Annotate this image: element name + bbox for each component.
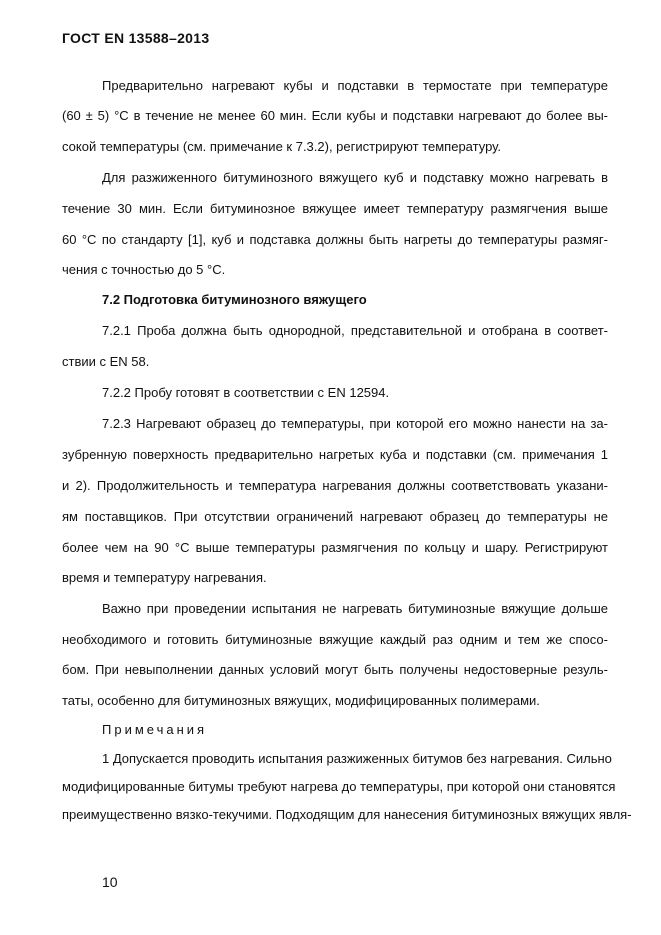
note-line: 1 Допускается проводить испытания разжиженных битумов без нагревания. Сильно [102,751,612,766]
note-line: преимущественно вязко-текучими. Подходящим для нанесения битуминозных вяжущих явля- [62,807,632,822]
note-line: модифицированные битумы требуют нагрева до температуры, при которой они становятся [62,779,616,794]
paragraph-line: сокой температуры (см. примечание к 7.3.2), регистрируют температуру. [62,139,501,154]
document-header: ГОСТ EN 13588–2013 [62,30,210,46]
paragraph-line: и 2). Продолжительность и температура нагревания должны соответствовать указани- [62,478,608,493]
paragraph-line: зубренную поверхность предварительно нагретых куба и подставки (см. примечания 1 [62,447,608,462]
section-heading: 7.2 Подготовка битуминозного вяжущего [102,292,367,307]
notes-heading: Примечания [102,722,208,737]
paragraph-line: Предварительно нагревают кубы и подставки в термостате при температуре [102,78,608,93]
paragraph-line: 7.2.1 Проба должна быть однородной, представительной и отобрана в соответ- [102,323,608,338]
paragraph-line: бом. При невыполнении данных условий могут быть получены недостоверные резуль- [62,662,608,677]
paragraph-line: (60 ± 5) °С в течение не менее 60 мин. Если кубы и подставки нагревают до более вы- [62,108,608,123]
paragraph-line: ям поставщиков. При отсутствии ограничений нагревают образец до температуры не [62,509,608,524]
paragraph-line: 7.2.2 Пробу готовят в соответствии с EN 12594. [102,385,390,400]
paragraph-line: время и температуру нагревания. [62,570,267,585]
paragraph-line: Для разжиженного битуминозного вяжущего куб и подставку можно нагревать в [102,170,608,185]
paragraph-line: таты, особенно для битуминозных вяжущих, модифицированных полимерами. [62,693,540,708]
paragraph-line: более чем на 90 °С выше температуры размягчения по кольцу и шару. Регистрируют [62,540,608,555]
page-number: 10 [102,874,118,890]
paragraph-line: Важно при проведении испытания не нагревать битуминозные вяжущие дольше [102,601,608,616]
paragraph-line: 60 °С по стандарту [1], куб и подставка должны быть нагреты до температуры размяг- [62,232,608,247]
paragraph-line: 7.2.3 Нагревают образец до температуры, при которой его можно нанести на за- [102,416,608,431]
paragraph-line: необходимого и готовить битуминозные вяжущие каждый раз одним и тем же спосо- [62,632,608,647]
paragraph-line: ствии с EN 58. [62,354,150,369]
paragraph-line: чения с точностью до 5 °С. [62,262,226,277]
paragraph-line: течение 30 мин. Если битуминозное вяжущее имеет температуру размягчения выше [62,201,608,216]
